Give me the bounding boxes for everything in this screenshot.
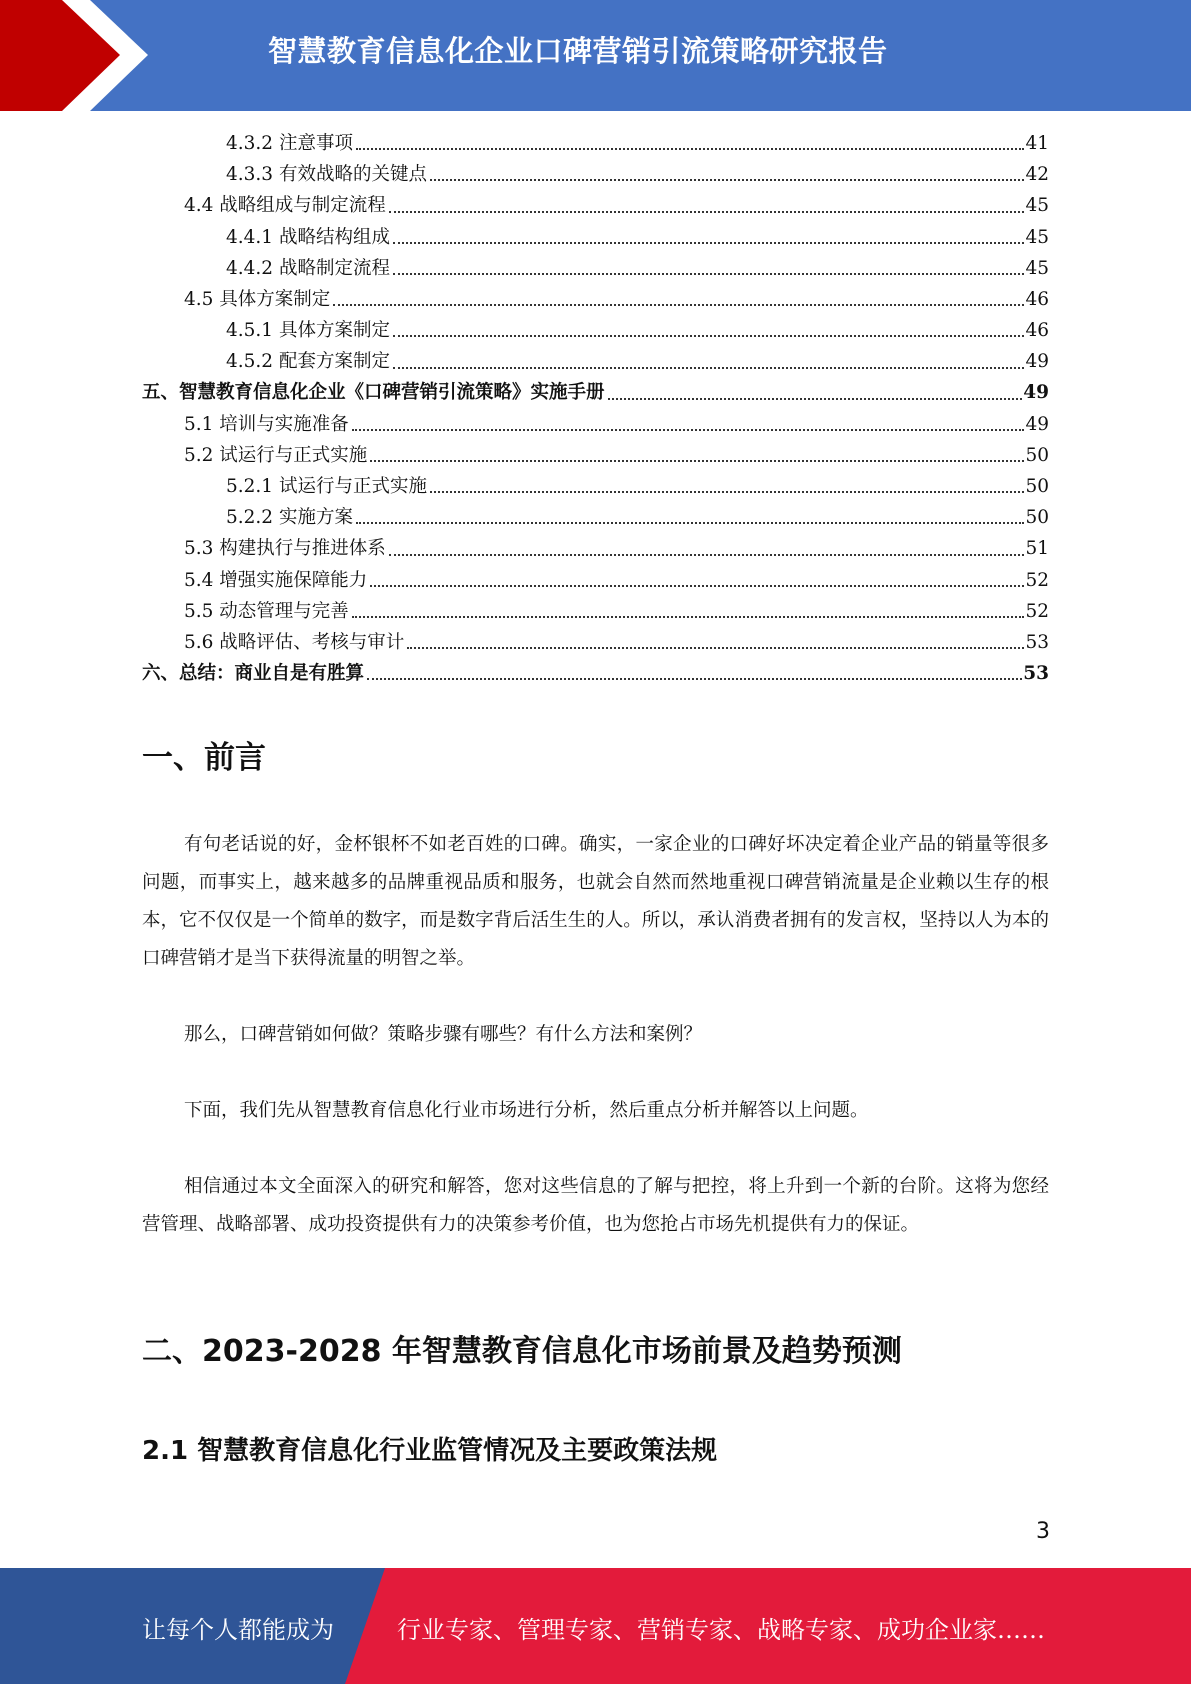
toc-dot-leader [430, 178, 1024, 181]
toc-entry[interactable] [142, 627, 1049, 658]
toc-entry-label: 5.2 试运行与正式实施 [184, 444, 368, 466]
preface-paragraph-4: 相信通过本文全面深入的研究和解答，您对这些信息的了解与把控，将上升到一个新的台阶。这将为您经营管理、战略部署、成功投资提供有力的决策参考价值，也为您抢占市场先机提供有力的保证。 [142, 1176, 1049, 1235]
toc-entry-page: 46 [1025, 288, 1049, 310]
toc-dot-leader [333, 303, 1024, 306]
toc-entry-page: 50 [1025, 476, 1049, 498]
toc-entry-page: 53 [1025, 631, 1049, 653]
toc-entry[interactable] [142, 440, 1049, 471]
toc-dot-leader [407, 646, 1024, 649]
toc-dot-leader [389, 553, 1025, 556]
toc-entry-label: 五、智慧教育信息化企业《口碑营销引流策略》实施手册 [142, 382, 605, 404]
toc-entry-label: 5.3 构建执行与推进体系 [184, 538, 386, 560]
toc-entry-page: 49 [1025, 413, 1049, 435]
toc-entry[interactable] [142, 222, 1049, 253]
toc-dot-leader [389, 210, 1025, 213]
toc-entry-label: 5.5 动态管理与完善 [184, 600, 349, 622]
toc-entry-page: 49 [1025, 351, 1049, 373]
toc-dot-leader [430, 490, 1024, 493]
footer-slogan-right: 行业专家、管理专家、营销专家、战略专家、成功企业家…… [397, 1616, 1045, 1644]
footer-slogan-left: 让每个人都能成为 [142, 1616, 334, 1644]
toc-entry-page: 49 [1023, 382, 1049, 404]
toc-entry-label: 4.4 战略组成与制定流程 [184, 195, 386, 217]
page-number: 3 [1036, 1519, 1050, 1544]
toc-dot-leader [393, 366, 1024, 369]
toc-entry-label: 5.2.1 试运行与正式实施 [226, 476, 427, 498]
toc-entry[interactable] [142, 346, 1049, 377]
toc-entry-page: 50 [1025, 507, 1049, 529]
market-heading: 二、2023-2028 年智慧教育信息化市场前景及趋势预测 [142, 1334, 902, 1369]
toc-entry-label: 4.3.3 有效战略的关键点 [226, 164, 427, 186]
toc-dot-leader [356, 521, 1025, 524]
toc-entry[interactable] [142, 565, 1049, 596]
toc-dot-leader [356, 147, 1025, 150]
toc-dot-leader [370, 459, 1024, 462]
toc-entry-page: 46 [1025, 320, 1049, 342]
toc-entry[interactable] [142, 471, 1049, 502]
report-title: 智慧教育信息化企业口碑营销引流策略研究报告 [268, 34, 888, 68]
table-of-contents [142, 128, 1049, 689]
toc-entry-label: 4.5.1 具体方案制定 [226, 320, 390, 342]
toc-entry-page: 51 [1025, 538, 1049, 560]
toc-entry-label: 4.3.2 注意事项 [226, 132, 353, 154]
toc-entry-page: 42 [1025, 164, 1049, 186]
toc-entry[interactable] [142, 658, 1049, 689]
toc-entry[interactable] [142, 190, 1049, 221]
toc-entry[interactable] [142, 284, 1049, 315]
toc-entry[interactable] [142, 128, 1049, 159]
toc-entry-label: 4.4.1 战略结构组成 [226, 226, 390, 248]
preface-heading: 一、前言 [142, 740, 266, 776]
toc-entry-page: 45 [1025, 226, 1049, 248]
toc-entry[interactable] [142, 533, 1049, 564]
toc-dot-leader [352, 428, 1025, 431]
toc-entry[interactable] [142, 159, 1049, 190]
policy-heading: 2.1 智慧教育信息化行业监管情况及主要政策法规 [142, 1436, 718, 1466]
toc-entry-label: 六、总结：商业自是有胜算 [142, 663, 365, 685]
toc-entry-label: 5.4 增强实施保障能力 [184, 569, 368, 591]
toc-entry-page: 41 [1025, 132, 1049, 154]
toc-entry-label: 5.6 战略评估、考核与审计 [184, 631, 405, 653]
preface-paragraph-1: 有句老话说的好，金杯银杯不如老百姓的口碑。确实，一家企业的口碑好坏决定着企业产品的销量等很多问题，而事实上，越来越多的品牌重视品质和服务，也就会自然而然地重视口碑营销流量是企业赖以生存的根本，它不仅仅是一个简单的数字，而是数字背后活生生的人。所以，承认消费者拥有的发言权，坚持以人为本的口碑营销才是当下获得流量的明智之举。 [142, 834, 1049, 969]
toc-entry-label: 4.5.2 配套方案制定 [226, 351, 390, 373]
toc-entry-page: 45 [1025, 257, 1049, 279]
toc-entry[interactable] [142, 409, 1049, 440]
page-header [0, 0, 1191, 111]
toc-dot-leader [367, 677, 1022, 680]
toc-entry-page: 52 [1025, 569, 1049, 591]
toc-entry[interactable] [142, 596, 1049, 627]
header-chevron-decoration [0, 0, 160, 111]
toc-entry-label: 5.1 培训与实施准备 [184, 413, 349, 435]
toc-dot-leader [608, 397, 1023, 400]
toc-entry[interactable] [142, 315, 1049, 346]
toc-dot-leader [393, 272, 1024, 275]
toc-dot-leader [352, 615, 1025, 618]
toc-entry-label: 5.2.2 实施方案 [226, 507, 353, 529]
page-footer [0, 1568, 1191, 1684]
toc-entry-page: 52 [1025, 600, 1049, 622]
toc-entry-label: 4.5 具体方案制定 [184, 288, 331, 310]
toc-entry[interactable] [142, 253, 1049, 284]
preface-paragraph-3: 下面，我们先从智慧教育信息化行业市场进行分析，然后重点分析并解答以上问题。 [184, 1100, 869, 1121]
toc-entry-page: 45 [1025, 195, 1049, 217]
toc-dot-leader [393, 334, 1024, 337]
toc-entry[interactable] [142, 378, 1049, 409]
toc-entry-page: 53 [1023, 663, 1049, 685]
preface-paragraph-2: 那么，口碑营销如何做？策略步骤有哪些？有什么方法和案例？ [184, 1024, 703, 1045]
toc-entry-page: 50 [1025, 444, 1049, 466]
toc-entry-label: 4.4.2 战略制定流程 [226, 257, 390, 279]
toc-entry[interactable] [142, 502, 1049, 533]
toc-dot-leader [370, 584, 1024, 587]
toc-dot-leader [393, 241, 1024, 244]
